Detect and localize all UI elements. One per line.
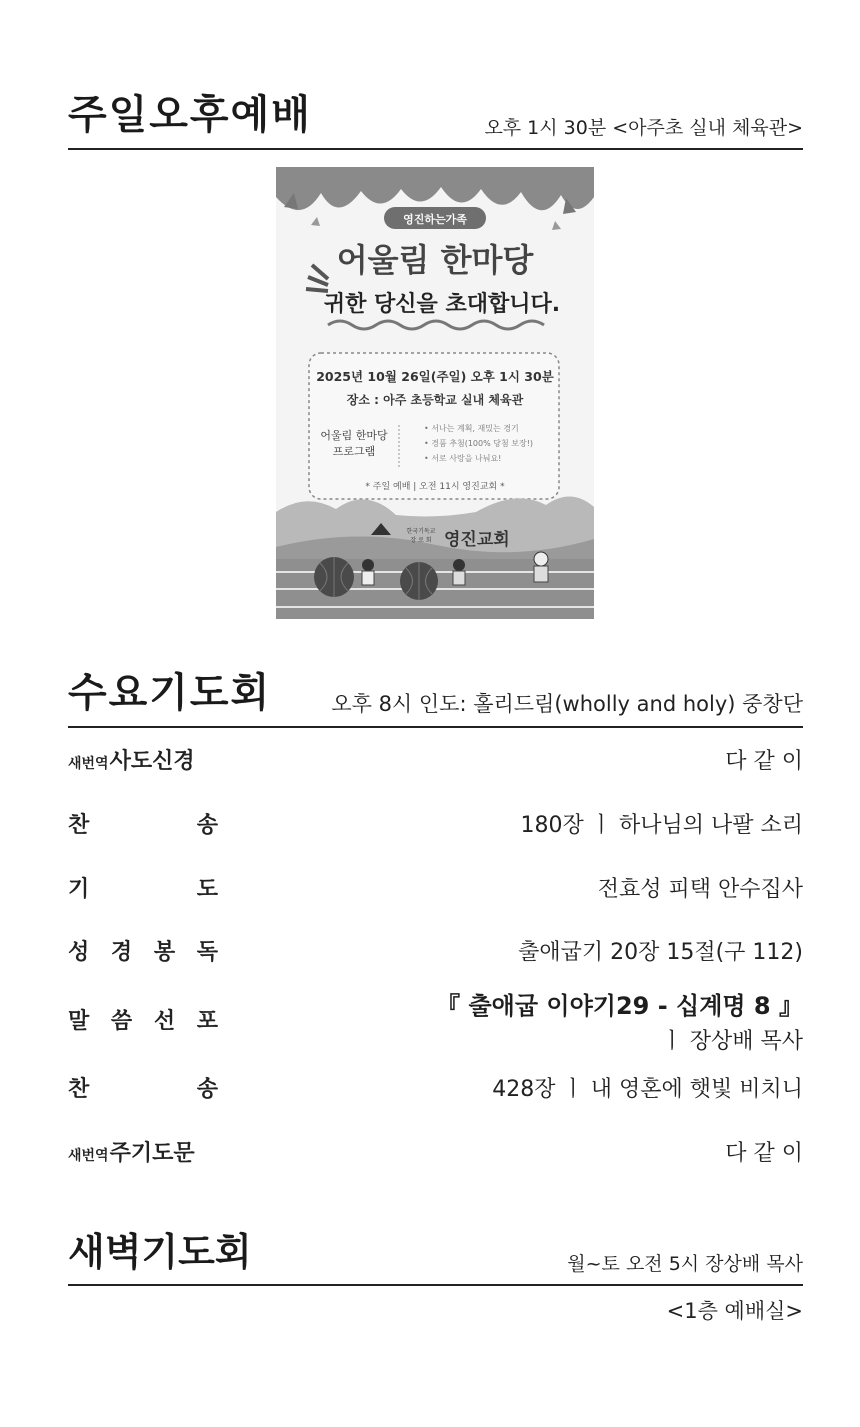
- order-label-char: 말: [68, 1009, 90, 1034]
- dawn-prayer-info: 월~토 오전 5시 장상배 목사: [567, 1253, 803, 1275]
- afternoon-service-title: 주일오후예배: [68, 92, 312, 138]
- order-label-char: 씀: [110, 1009, 133, 1034]
- poster-banner: 영진하는가족: [403, 213, 467, 226]
- order-row-lords-prayer: [68, 1136, 803, 1176]
- order-label: [68, 1004, 218, 1035]
- order-label: [68, 1072, 218, 1103]
- order-label-char: 포: [196, 1009, 218, 1034]
- poster-program-item: • 서나는 계획, 재밌는 경기: [424, 424, 519, 433]
- order-row-scripture: [68, 935, 803, 975]
- order-value: 다 같 이: [725, 749, 803, 774]
- order-label-char: 기: [68, 877, 90, 902]
- order-label-char: 도: [196, 877, 218, 902]
- order-label-text: 주기도문: [109, 1141, 195, 1166]
- afternoon-service-info: 오후 1시 30분 <아주초 실내 체육관>: [484, 117, 803, 139]
- order-row-prayer: [68, 872, 803, 912]
- order-row-hymn-2: [68, 1072, 803, 1112]
- order-value: 전효성 피택 안수집사: [597, 877, 803, 902]
- poster-program-item: • 경품 추첨(100% 당첨 보장!): [424, 439, 534, 448]
- sermon-preacher: ㅣ 장상배 목사: [661, 1029, 803, 1054]
- poster-program-item: • 서로 사랑을 나눠요!: [424, 454, 502, 463]
- wednesday-prayer-header: [68, 668, 803, 728]
- order-label: [68, 872, 218, 903]
- order-label-text: 사도신경: [109, 749, 195, 774]
- poster-church-small-2: 장 로 회: [410, 537, 432, 544]
- poster-program-label-1: 어울림 한마당: [320, 429, 388, 442]
- order-label: [68, 1136, 218, 1167]
- wednesday-prayer-info: 오후 8시 인도: 홀리드림(wholly and holy) 중창단: [331, 692, 803, 716]
- order-label-char: 봉: [153, 940, 176, 965]
- poster-church-small-1: 한국기독교: [406, 528, 436, 535]
- poster-church-name: 영진교회: [444, 530, 510, 550]
- order-label: [68, 744, 218, 775]
- order-label-char: 송: [196, 1077, 218, 1102]
- sermon-title: 『 출애굽 이야기29 - 십계명 8 』: [436, 992, 803, 1020]
- order-label: [68, 808, 218, 839]
- order-label-char: 찬: [68, 813, 90, 838]
- poster-date: 2025년 10월 26일(주일) 오후 1시 30분: [316, 369, 554, 384]
- order-label: [68, 935, 218, 966]
- order-label-prefix: 새번역: [68, 1148, 109, 1164]
- poster-program-label-2: 프로그램: [332, 445, 376, 458]
- poster-place: 장소 : 아주 초등학교 실내 체육관: [346, 393, 524, 407]
- order-label-char: 성: [68, 940, 90, 965]
- order-label-char: 독: [196, 940, 218, 965]
- order-row-creed: [68, 744, 803, 784]
- order-label-char: 송: [196, 813, 218, 838]
- poster-headline: 어울림 한마당: [336, 241, 534, 279]
- order-row-hymn-1: [68, 808, 803, 848]
- order-value: 출애굽기 20장 15절(구 112): [518, 940, 803, 965]
- poster-subhead: 귀한 당신을 초대합니다.: [323, 292, 561, 317]
- order-label-char: 선: [153, 1009, 176, 1034]
- dawn-prayer-header: [68, 1226, 803, 1286]
- order-label-char: 경: [110, 940, 133, 965]
- order-value: 다 같 이: [725, 1141, 803, 1166]
- dawn-prayer-title: 새벽기도회: [68, 1230, 252, 1274]
- afternoon-service-header: [68, 90, 803, 150]
- order-value: 180장 ㅣ 하나님의 나팔 소리: [520, 813, 803, 838]
- event-poster: [276, 167, 594, 619]
- wednesday-prayer-title: 수요기도회: [68, 670, 272, 716]
- poster-note: * 주일 예배 | 오전 11시 영진교회 *: [365, 482, 505, 492]
- order-row-sermon: [68, 992, 803, 1054]
- order-label-char: 찬: [68, 1077, 90, 1102]
- order-label-prefix: 새번역: [68, 756, 109, 772]
- order-value: 428장 ㅣ 내 영혼에 햇빛 비치니: [492, 1077, 803, 1102]
- dawn-prayer-location: <1층 예배실>: [666, 1299, 803, 1323]
